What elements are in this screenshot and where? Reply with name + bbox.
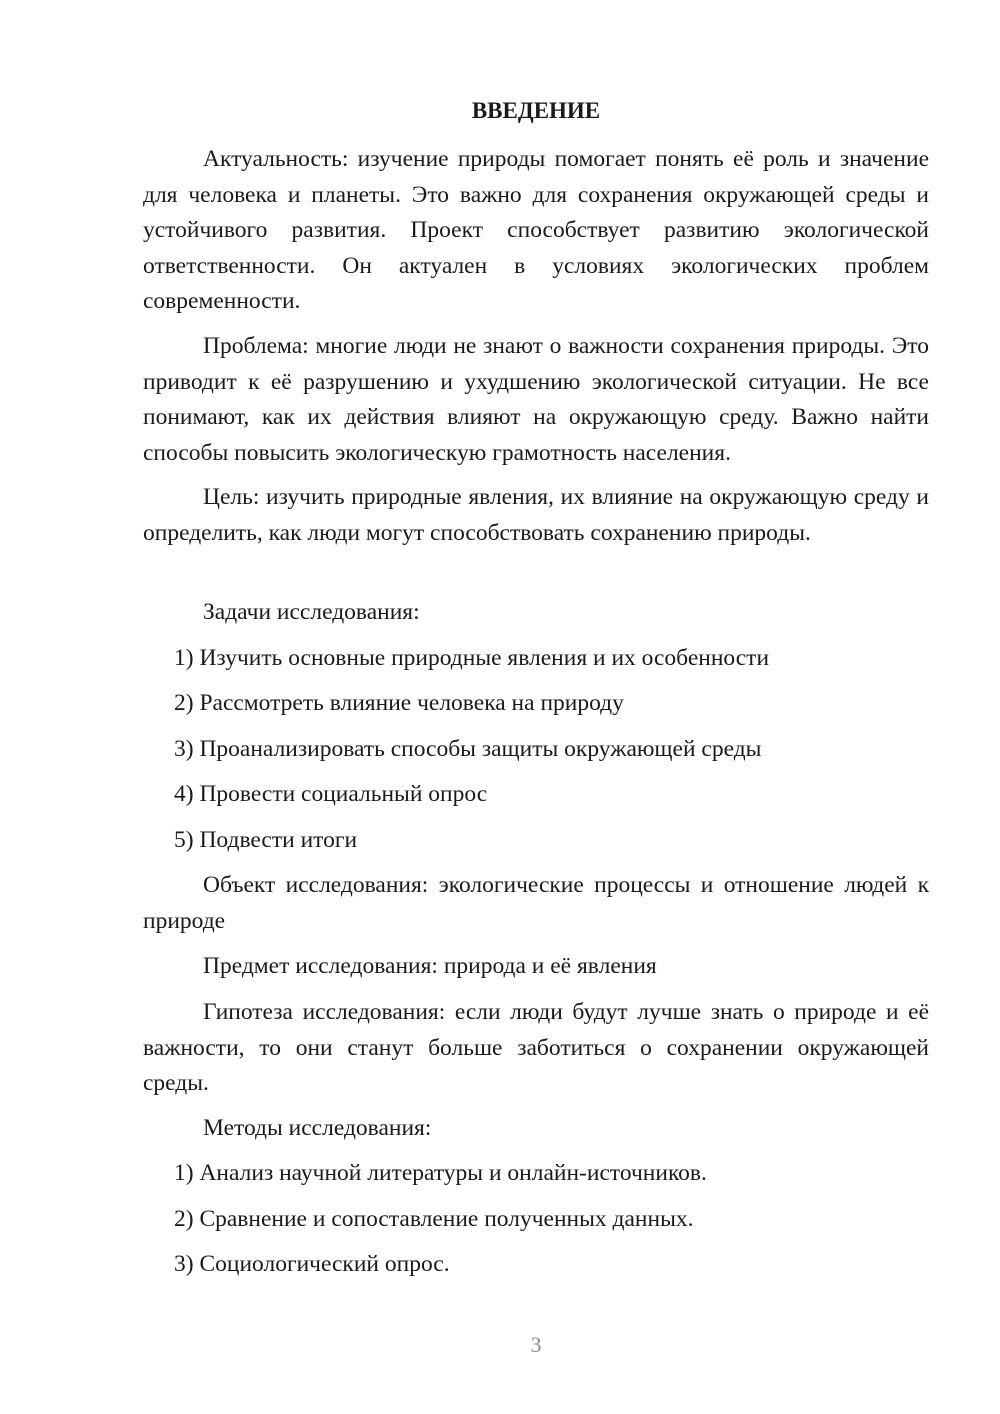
method-item: 1) Анализ научной литературы и онлайн-источников. [174, 1160, 707, 1186]
problem-paragraph: Проблема: многие люди не знают о важности сохранения природы. Это приводит к её разрушению и ухудшению экологической ситуации. Не все понимают, как их действия влияют на окружающую среду. Важно найти способы повысить экологическую грамотность населения. [143, 333, 929, 466]
task-item: 1) Изучить основные природные явления и их особенности [174, 645, 770, 671]
relevance-paragraph: Актуальность: изучение природы помогает понять её роль и значение для человека и планеты. Это важно для сохранения окружающей среды и устойчивого развития. Проект способствует развитию экологической ответственности. Он актуален в условиях экологических проблем современности. [143, 146, 929, 314]
tasks-title: Задачи исследования: [203, 599, 420, 625]
hypothesis-paragraph: Гипотеза исследования: если люди будут лучше знать о природе и её важности, то они станут больше заботиться о сохранении окружающей среды. [143, 999, 929, 1096]
task-item: 5) Подвести итоги [174, 827, 358, 853]
task-item: 4) Провести социальный опрос [174, 781, 488, 807]
method-item: 3) Социологический опрос. [174, 1251, 450, 1277]
goal-paragraph: Цель: изучить природные явления, их влияние на окружающую среду и определить, как люди могут способствовать сохранению природы. [143, 484, 929, 546]
subject-paragraph: Предмет исследования: природа и её явления [203, 953, 657, 979]
methods-title: Методы исследования: [203, 1115, 432, 1141]
page-heading: ВВЕДЕНИЕ [471, 98, 601, 123]
task-item: 3) Проанализировать способы защиты окружающей среды [174, 736, 762, 762]
method-item: 2) Сравнение и сопоставление полученных данных. [174, 1206, 694, 1232]
page-number: 3 [530, 1332, 542, 1357]
task-item: 2) Рассмотреть влияние человека на природу [174, 690, 624, 716]
object-paragraph: Объект исследования: экологические процессы и отношение людей к природе [143, 872, 929, 934]
